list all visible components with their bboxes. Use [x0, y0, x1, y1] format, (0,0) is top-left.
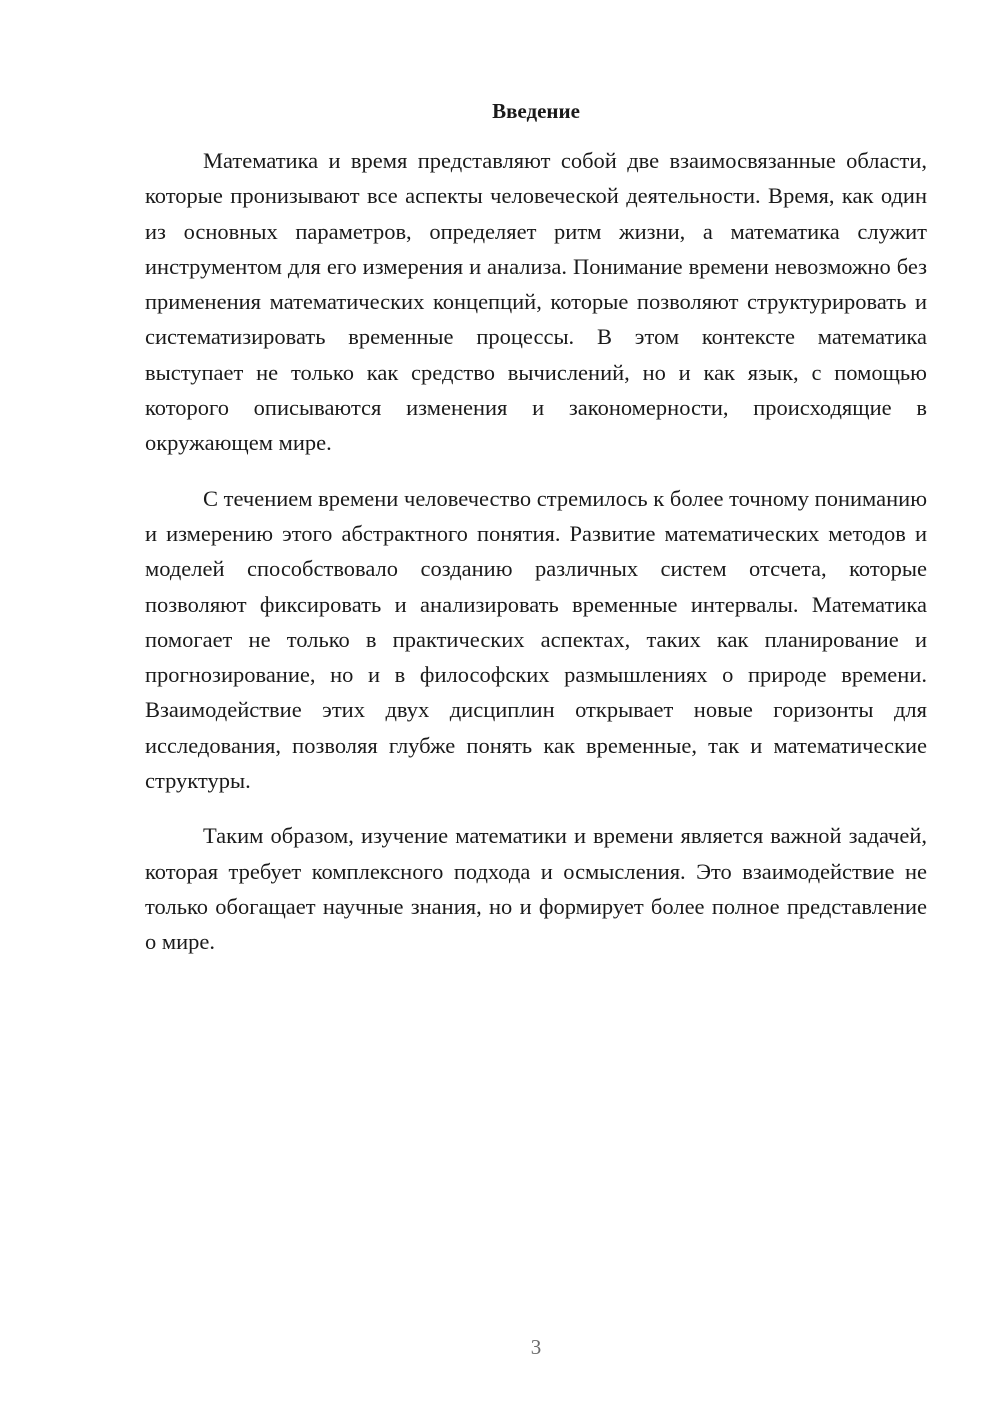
paragraph-2: С течением времени человечество стремилось к более точному пониманию и измерению этого абстрактного понятия. Развитие математических методов и моделей способствовало созданию различных систем отсчета, которые позволяют фиксировать и анализировать временные интервалы. Математика помогает не только в практических аспектах, таких как планирование и прогнозирование, но и в философских размышлениях о природе времени. Взаимодействие этих двух дисциплин открывает новые горизонты для исследования, позволяя глубже понять как временные, так и математические структуры.: [145, 485, 927, 794]
paragraph-1: Математика и время представляют собой две взаимосвязанные области, которые пронизывают все аспекты человеческой деятельности. Время, как один из основных параметров, определяет ритм жизни, а математика служит инструментом для его измерения и анализа. Понимание времени невозможно без применения математических концепций, которые позволяют структурировать и систематизировать временные процессы. В этом контексте математика выступает не только как средство вычислений, но и как язык, с помощью которого описываются изменения и закономерности, происходящие в окружающем мире.: [145, 148, 927, 456]
paragraph-3: Таким образом, изучение математики и времени является важной задачей, которая требует комплексного подхода и осмысления. Это взаимодействие не только обогащает научные знания, но и формирует более полное представление о мире.: [145, 823, 927, 955]
page-number: 3: [530, 1335, 542, 1359]
section-heading: Введение: [492, 99, 580, 123]
document-body: [145, 143, 927, 980]
